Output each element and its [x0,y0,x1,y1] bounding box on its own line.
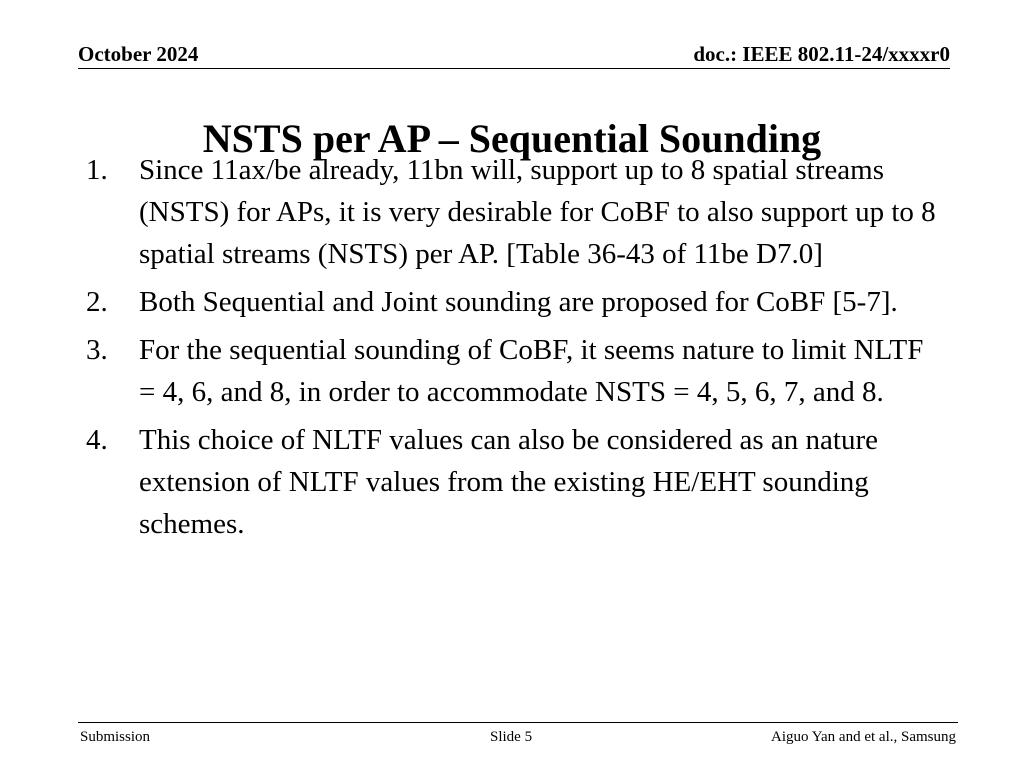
footer-author: Aiguo Yan and et al., Samsung [771,729,956,745]
footer-slide-number: Slide 5 [490,729,533,745]
bullet-item [86,419,936,545]
bullet-number: 1. [86,154,108,186]
bullet-text: This choice of NLTF values can also be considered as an nature extension of NLTF values from the existing HE/EHT sounding schemes. [139,424,878,540]
bullet-item [86,281,936,323]
header-date: October 2024 [78,42,199,66]
bullet-list [86,149,936,551]
slide-title: NSTS per AP – Sequential Sounding [202,115,822,161]
bullet-number: 2. [86,286,108,318]
footer-divider [78,722,958,723]
bullet-text: Since 11ax/be already, 11bn will, support up to 8 spatial streams (NSTS) for APs, it is very desirable for CoBF to also support up to 8 spatial streams (NSTS) per AP. [Table 36-43 of 11be D7.0] [139,154,936,270]
bullet-item [86,149,936,275]
bullet-number: 4. [86,424,108,456]
bullet-text: Both Sequential and Joint sounding are proposed for CoBF [5-7]. [139,286,898,318]
footer-submission: Submission [80,729,151,745]
header-document-id: doc.: IEEE 802.11-24/xxxxr0 [693,42,950,66]
bullet-item [86,329,936,413]
bullet-number: 3. [86,334,108,366]
header-divider [78,68,950,69]
bullet-text: For the sequential sounding of CoBF, it seems nature to limit NLTF = 4, 6, and 8, in order to accommodate NSTS = 4, 5, 6, 7, and 8. [139,334,924,408]
